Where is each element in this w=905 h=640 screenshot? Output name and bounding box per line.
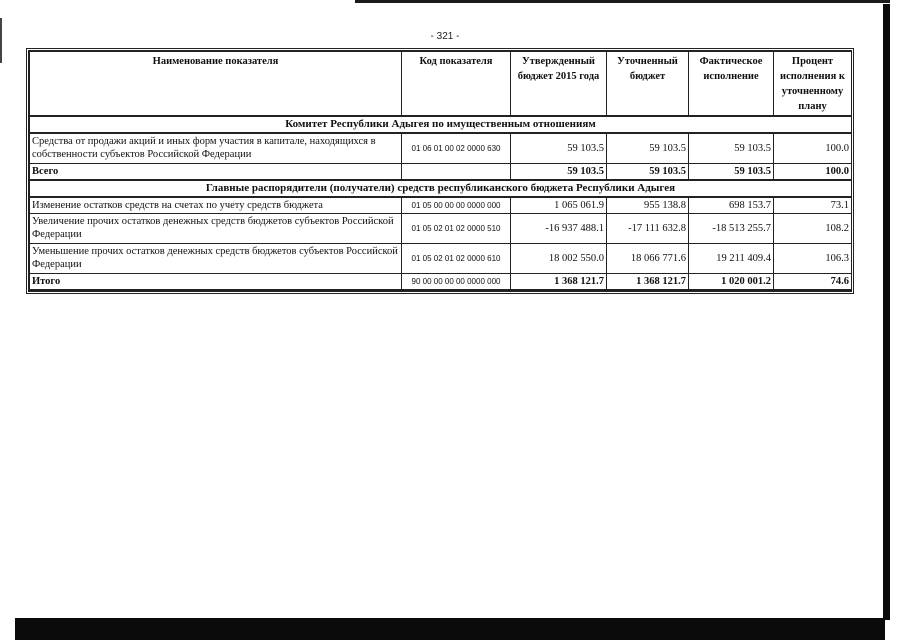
row-name: Средства от продажи акций и иных форм участия в капитале, находящихся в собственности субъектов Российской Федерации [30,133,402,164]
row-actual: -18 513 255.7 [689,214,774,244]
row-percent: 108.2 [774,214,852,244]
row-actual: 698 153.7 [689,197,774,214]
section-header-2 [30,180,852,197]
row-refined: 59 103.5 [607,133,689,164]
scan-edge-top [355,0,890,3]
row-actual: 19 211 409.4 [689,244,774,274]
scan-edge-left [0,18,2,63]
header-percent: Процент исполнения к уточненному плану [774,52,852,117]
table-row [30,133,852,164]
table-row [30,214,852,244]
total-percent: 100.0 [774,164,852,181]
header-name: Наименование показателя [30,52,402,117]
table-row [30,244,852,274]
total-refined: 1 368 121.7 [607,274,689,291]
total-percent: 74.6 [774,274,852,291]
header-refined: Уточненный бюджет [607,52,689,117]
row-refined: 18 066 771.6 [607,244,689,274]
row-refined: -17 111 632.8 [607,214,689,244]
total-approved: 1 368 121.7 [511,274,607,291]
total-name: Всего [30,164,402,181]
row-refined: 955 138.8 [607,197,689,214]
row-code: 01 05 02 01 02 0000 610 [402,244,511,274]
row-approved: 59 103.5 [511,133,607,164]
total-actual: 1 020 001.2 [689,274,774,291]
row-approved: 18 002 550.0 [511,244,607,274]
row-percent: 100.0 [774,133,852,164]
row-approved: -16 937 488.1 [511,214,607,244]
header-row [30,52,852,117]
total-row [30,164,852,181]
total-row [30,274,852,291]
row-name: Увеличение прочих остатков денежных средств бюджетов субъектов Российской Федерации [30,214,402,244]
row-percent: 73.1 [774,197,852,214]
row-name: Уменьшение прочих остатков денежных средств бюджетов субъектов Российской Федерации [30,244,402,274]
total-code: 90 00 00 00 00 0000 000 [402,274,511,291]
scan-edge-bottom [15,618,885,640]
budget-table [29,51,852,291]
row-code: 01 05 00 00 00 0000 000 [402,197,511,214]
table-row [30,197,852,214]
header-code: Код показателя [402,52,511,117]
page-number: - 321 - [430,31,460,42]
row-code: 01 05 02 01 02 0000 510 [402,214,511,244]
row-name: Изменение остатков средств на счетах по учету средств бюджета [30,197,402,214]
section-title: Главные распорядители (получатели) средств республиканского бюджета Республики Адыгея [30,180,852,197]
total-code [402,164,511,181]
row-code: 01 06 01 00 02 0000 630 [402,133,511,164]
row-percent: 106.3 [774,244,852,274]
total-refined: 59 103.5 [607,164,689,181]
header-approved: Утвержденный бюджет 2015 года [511,52,607,117]
section-title: Комитет Республики Адыгея по имущественным отношениям [30,116,852,133]
total-name: Итого [30,274,402,291]
header-actual: Фактическое исполнение [689,52,774,117]
section-header-1 [30,116,852,133]
row-actual: 59 103.5 [689,133,774,164]
total-approved: 59 103.5 [511,164,607,181]
row-approved: 1 065 061.9 [511,197,607,214]
scan-edge-right [883,4,890,620]
budget-table-frame [26,48,854,294]
total-actual: 59 103.5 [689,164,774,181]
